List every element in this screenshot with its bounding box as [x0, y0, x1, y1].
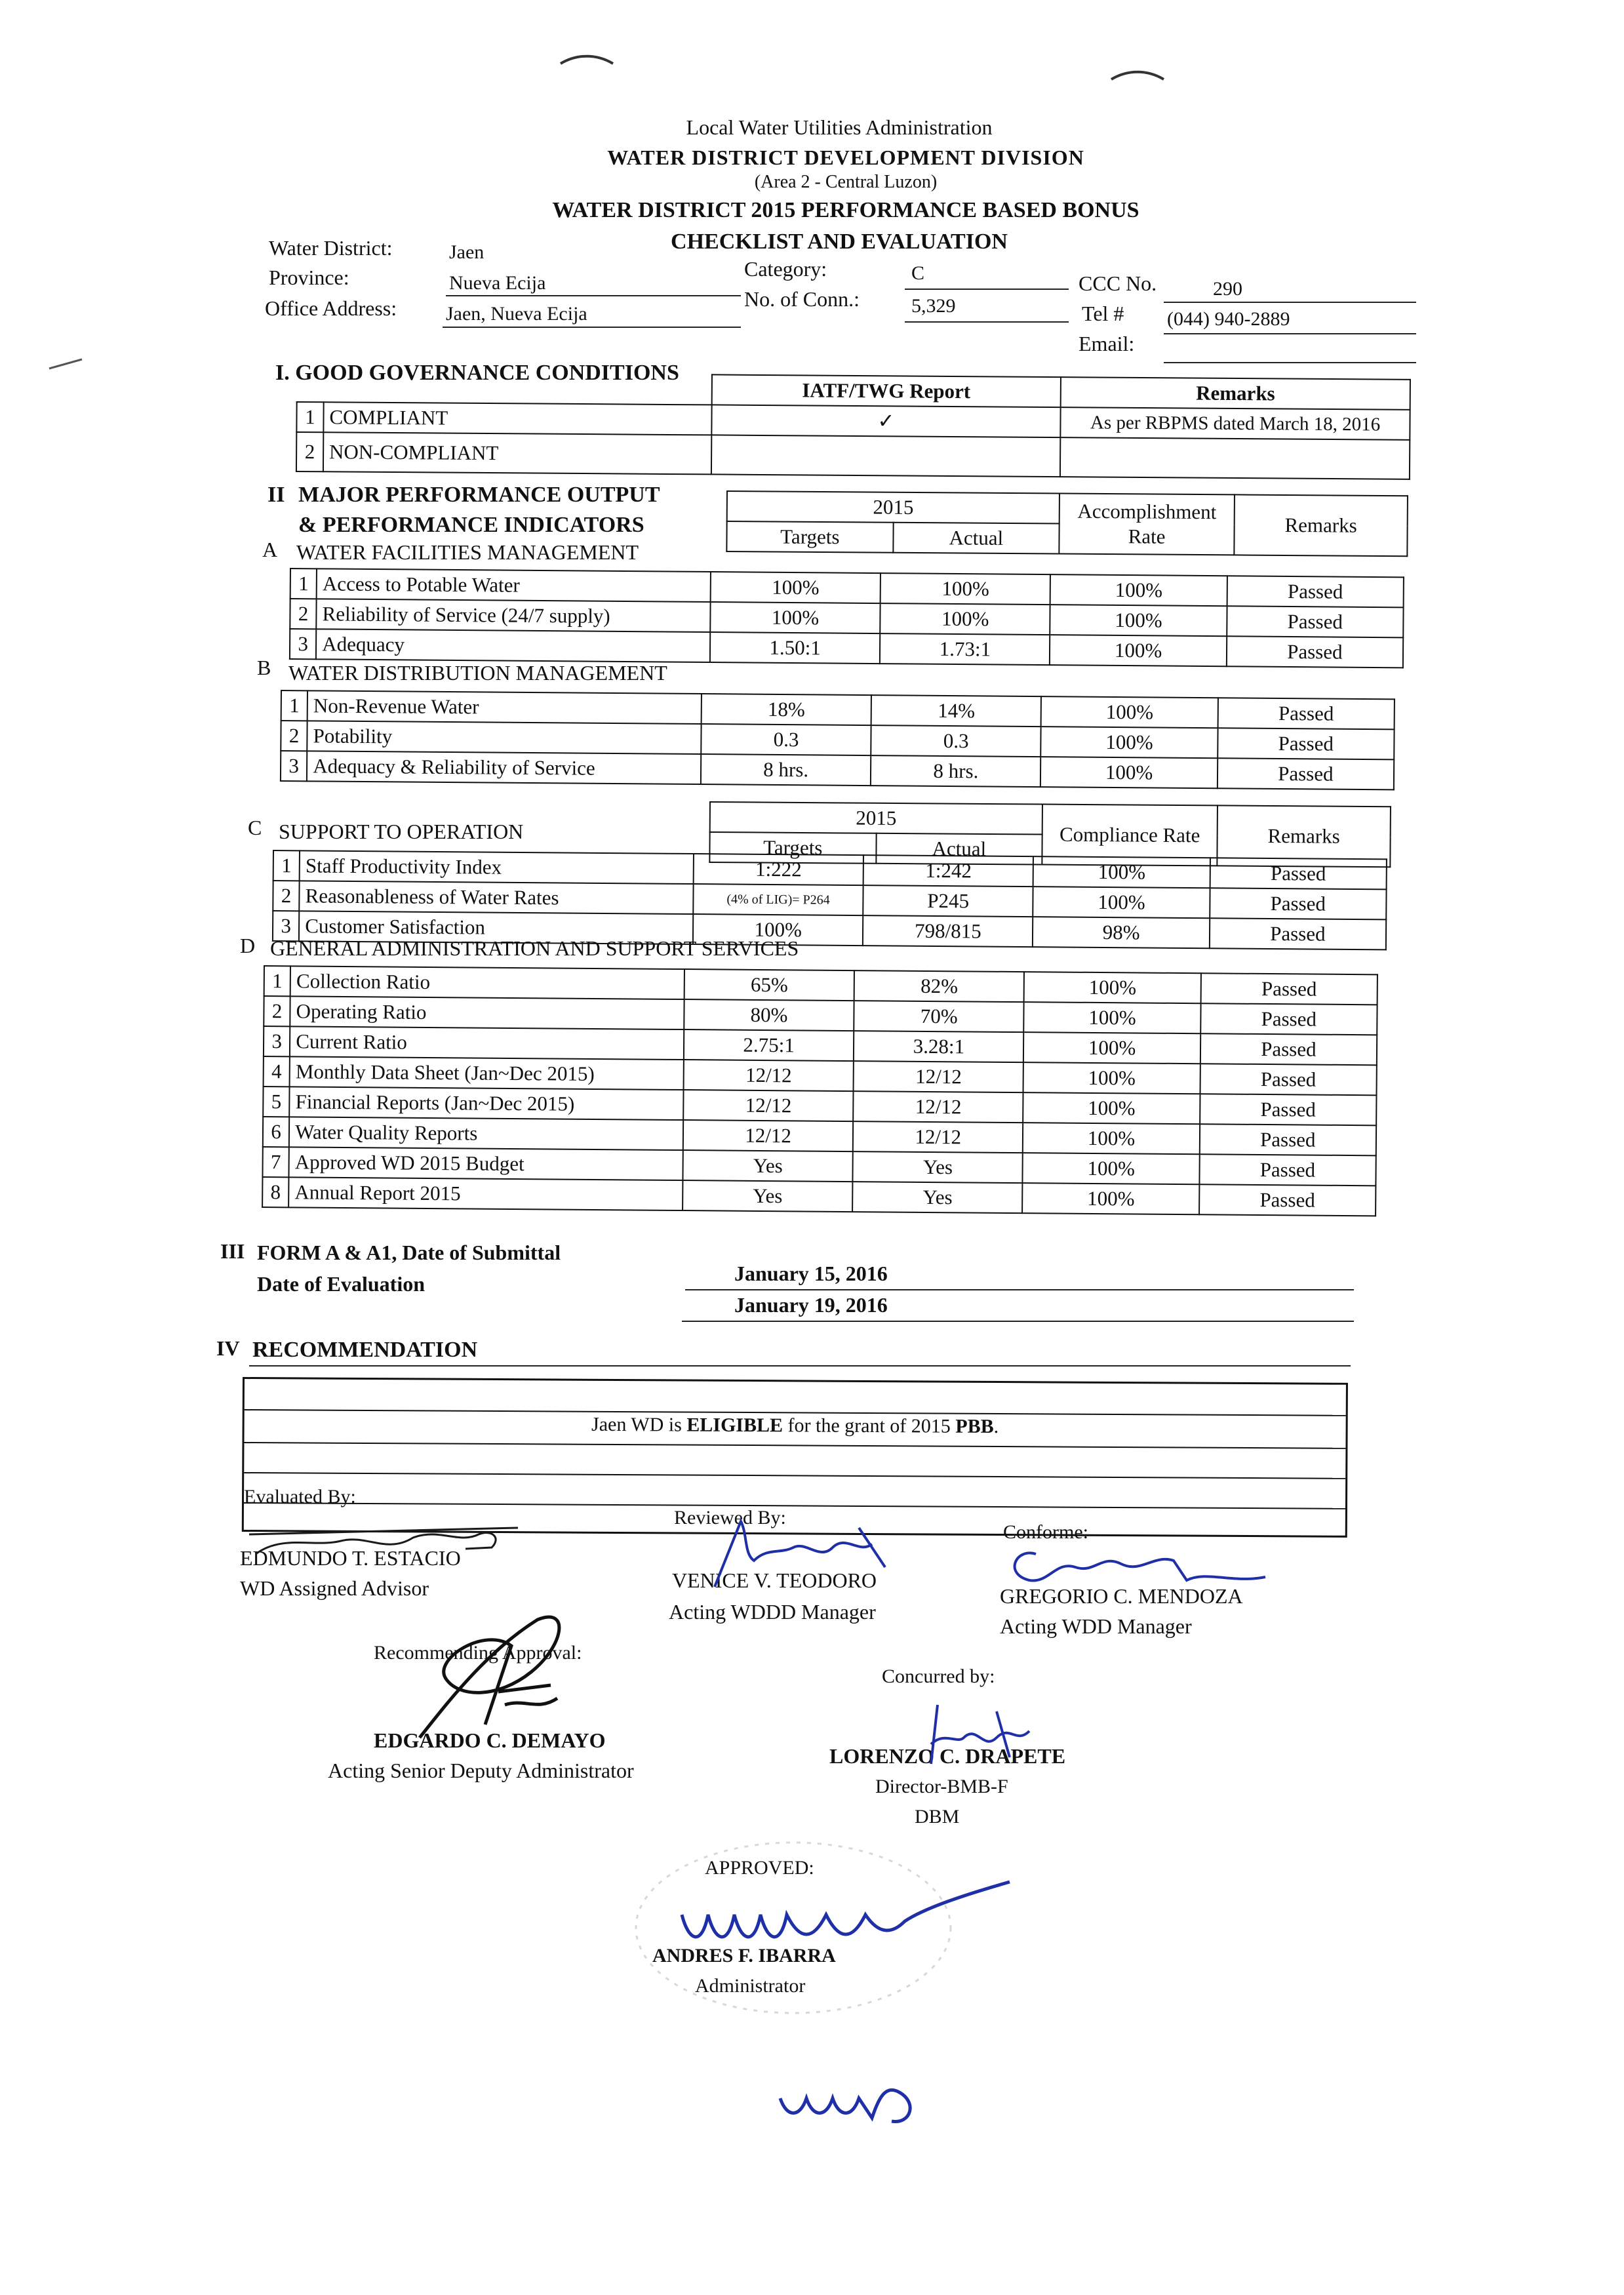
indicator-label: Non-Revenue Water: [307, 690, 702, 724]
target-value: 0.3: [701, 724, 871, 755]
punch-mark-right: [1108, 63, 1167, 89]
rate-value: 100%: [1024, 972, 1201, 1003]
conforme-title: Acting WDD Manager: [1000, 1614, 1192, 1638]
row-number: 8: [262, 1177, 289, 1207]
actual-value: 1:242: [863, 855, 1034, 887]
target-value: 12/12: [684, 1060, 854, 1091]
report-check: [711, 435, 1060, 477]
actual-value: 12/12: [853, 1091, 1023, 1123]
concurred-title-2: DBM: [915, 1806, 960, 1827]
conforme-label: Conforme:: [1003, 1521, 1088, 1543]
row-number: 1: [281, 690, 308, 721]
demayo-signature: [406, 1600, 577, 1751]
target-value: 80%: [684, 999, 854, 1031]
condition-remarks: As per RBPMS dated March 18, 2016: [1061, 407, 1410, 440]
governance-table: [296, 371, 1411, 480]
recommending-name: EDGARDO C. DEMAYO: [374, 1728, 606, 1752]
water-distribution-table: [280, 690, 1395, 790]
target-value: 18%: [702, 694, 872, 725]
recommending-label: Recommending Approval:: [374, 1642, 582, 1664]
concurred-label: Concurred by:: [882, 1666, 995, 1687]
row-number: 1: [264, 966, 291, 996]
section-c-title: SUPPORT TO OPERATION: [279, 820, 524, 843]
target-value: 65%: [684, 969, 855, 1001]
evaluation-label: Date of Evaluation: [257, 1272, 425, 1296]
row-number: 1: [296, 402, 323, 432]
rec-text-pre: Jaen WD is: [591, 1413, 687, 1436]
section-c-letter: C: [248, 816, 262, 839]
section2-num: II: [267, 483, 285, 507]
punch-mark-left: [557, 47, 616, 73]
rate-value: 100%: [1023, 1123, 1200, 1154]
rate-value: 98%: [1033, 917, 1210, 948]
rate-value: 100%: [1023, 1092, 1200, 1124]
evaluation-underline: [682, 1321, 1354, 1322]
reviewed-title: Acting WDDD Manager: [669, 1600, 876, 1624]
actual-value: 14%: [871, 695, 1042, 727]
indicator-label: Approved WD 2015 Budget: [289, 1147, 683, 1180]
concurred-name: LORENZO C. DRAPETE: [829, 1744, 1066, 1768]
submittal-date: January 15, 2016: [734, 1262, 888, 1285]
water-facilities-table: [289, 568, 1404, 668]
office-underline: [443, 327, 741, 328]
section2-title-2: & PERFORMANCE INDICATORS: [298, 513, 644, 537]
rec-eligible: ELIGIBLE: [686, 1414, 783, 1437]
email-underline: [1164, 362, 1416, 363]
indicator-label: Staff Productivity Index: [300, 850, 694, 884]
conn-underline: [905, 321, 1069, 323]
actual-value: 100%: [880, 603, 1050, 635]
actual-value: P245: [863, 885, 1033, 917]
indicator-label: Reliability of Service (24/7 supply): [316, 599, 710, 632]
indicator-label: Collection Ratio: [290, 966, 684, 999]
reviewed-name: VENICE V. TEODORO: [672, 1568, 877, 1592]
remarks-value: Passed: [1199, 1124, 1376, 1155]
actual-value: 12/12: [854, 1061, 1024, 1092]
row-number: 6: [263, 1117, 290, 1147]
rec-pbb: PBB: [955, 1415, 994, 1437]
rate-value: 100%: [1033, 887, 1210, 918]
target-value: 100%: [710, 602, 881, 633]
indicator-label: Operating Ratio: [290, 996, 684, 1029]
target-value: 2.75:1: [684, 1029, 854, 1061]
doc-title-1: WATER DISTRICT 2015 PERFORMANCE BASED BONUS: [552, 198, 1139, 222]
tel-value: (044) 940-2889: [1167, 308, 1290, 330]
col-governance-remarks: Remarks: [1061, 377, 1410, 410]
remarks-value: Passed: [1199, 1184, 1376, 1216]
remarks-value: Passed: [1200, 1094, 1377, 1125]
teodoro-signature: [688, 1508, 905, 1593]
row-number: 3: [264, 1026, 290, 1056]
section-a-title: WATER FACILITIES MANAGEMENT: [296, 540, 639, 564]
tel-label: Tel #: [1082, 302, 1124, 325]
evaluated-title: WD Assigned Advisor: [240, 1576, 429, 1600]
recommending-title: Acting Senior Deputy Administrator: [328, 1759, 634, 1782]
wd-label: Water District:: [269, 236, 393, 260]
section-d-letter: D: [240, 934, 256, 957]
rate-value: 100%: [1024, 1002, 1201, 1033]
conn-label: No. of Conn.:: [744, 287, 860, 311]
row-number: 2: [290, 599, 317, 629]
rec-text-post: .: [993, 1416, 999, 1438]
performance-header-table: [726, 490, 1408, 557]
row-number: 2: [281, 721, 307, 751]
section1-title: I. GOOD GOVERNANCE CONDITIONS: [275, 361, 679, 385]
indicator-label: Adequacy & Reliability of Service: [307, 751, 701, 784]
target-value: 8 hrs.: [701, 754, 871, 786]
target-value: (4% of LIG)= P264: [693, 884, 863, 915]
report-check: ✓: [711, 405, 1061, 437]
submittal-label: FORM A & A1, Date of Submittal: [257, 1241, 561, 1264]
target-value: 1.50:1: [710, 632, 881, 664]
target-value: 12/12: [683, 1090, 854, 1121]
rate-value: 100%: [1040, 757, 1218, 788]
indicator-label: Water Quality Reports: [289, 1117, 683, 1150]
wd-value: Jaen: [449, 241, 485, 263]
section-b-title: WATER DISTRIBUTION MANAGEMENT: [288, 661, 667, 685]
condition-label: COMPLIANT: [323, 402, 711, 435]
recommendation-underline: [249, 1365, 1351, 1367]
rate-value: 100%: [1033, 856, 1210, 888]
initials-signature: [774, 2066, 931, 2131]
actual-value: 798/815: [863, 915, 1033, 947]
row-number: 7: [262, 1147, 289, 1177]
email-label: Email:: [1079, 332, 1135, 355]
section2-title-1: MAJOR PERFORMANCE OUTPUT: [298, 483, 660, 507]
indicator-label: Current Ratio: [290, 1026, 684, 1060]
ccc-underline: [1164, 302, 1416, 303]
mendoza-signature: [990, 1534, 1272, 1606]
division-name: WATER DISTRICT DEVELOPMENT DIVISION: [607, 146, 1084, 169]
year-header: 2015: [710, 802, 1042, 835]
rec-text-mid: for the grant of 2015: [782, 1414, 956, 1437]
section-a-letter: A: [262, 538, 278, 561]
year-header: 2015: [727, 491, 1060, 524]
indicator-label: Customer Satisfaction: [299, 911, 693, 944]
indicator-label: Adequacy: [316, 629, 710, 662]
approved-title: Administrator: [695, 1975, 806, 1997]
indicator-label: Access to Potable Water: [317, 569, 711, 602]
rate-value: 100%: [1050, 605, 1227, 636]
general-admin-table: [262, 965, 1378, 1216]
actual-value: 70%: [854, 1001, 1024, 1032]
indicator-label: Monthly Data Sheet (Jan~Dec 2015): [290, 1056, 684, 1090]
row-number: 2: [296, 432, 323, 471]
rate-value: 100%: [1023, 1153, 1200, 1184]
rate-value: 100%: [1023, 1062, 1200, 1094]
remarks-value: Passed: [1210, 918, 1387, 949]
row-number: 1: [273, 850, 300, 881]
table-row: [296, 432, 1410, 479]
col-iatf-report: IATF/TWG Report: [711, 374, 1061, 407]
target-value: 1:222: [694, 854, 864, 885]
row-number: 2: [273, 881, 300, 911]
evaluated-label: Evaluated By:: [244, 1486, 356, 1507]
remarks-value: Passed: [1210, 858, 1387, 889]
remarks-value: Passed: [1200, 1033, 1377, 1065]
col-accomplishment-rate: Accomplishment Rate: [1059, 494, 1235, 555]
recommendation-title: RECOMMENDATION: [252, 1338, 478, 1362]
row-number: 1: [290, 569, 317, 599]
condition-label: NON-COMPLIANT: [323, 432, 711, 474]
reviewed-label: Reviewed By:: [674, 1507, 786, 1528]
rate-value: 100%: [1041, 696, 1218, 728]
condition-remarks: [1060, 437, 1410, 479]
actual-value: Yes: [853, 1151, 1023, 1183]
category-label: Category:: [744, 257, 827, 281]
target-value: Yes: [683, 1180, 853, 1212]
actual-value: 1.73:1: [880, 633, 1050, 665]
row-number: 4: [264, 1056, 290, 1087]
remarks-value: Passed: [1218, 728, 1395, 759]
section-b-letter: B: [257, 656, 271, 679]
actual-value: 8 hrs.: [871, 755, 1041, 787]
submittal-underline: [685, 1289, 1354, 1290]
box-divider: [244, 1472, 1345, 1479]
actual-value: 82%: [854, 970, 1025, 1002]
target-value: 100%: [711, 572, 881, 603]
col-targets: Targets: [726, 521, 893, 553]
agency-name: Local Water Utilities Administration: [686, 115, 993, 139]
dry-seal-mark: [629, 1836, 957, 2020]
rate-value: 100%: [1023, 1032, 1200, 1064]
row-number: 5: [263, 1087, 290, 1117]
remarks-value: Passed: [1227, 606, 1404, 637]
actual-value: 0.3: [871, 725, 1041, 757]
actual-value: Yes: [852, 1182, 1023, 1213]
doc-title-2: CHECKLIST AND EVALUATION: [671, 230, 1008, 254]
drapete-signature: [918, 1698, 1049, 1770]
recommendation-text: [245, 1412, 1346, 1440]
rate-value: 100%: [1050, 635, 1227, 666]
remarks-value: Passed: [1200, 1003, 1377, 1035]
tel-underline: [1164, 333, 1416, 334]
remarks-value: Passed: [1218, 698, 1395, 729]
section3-num: III: [220, 1239, 245, 1263]
remarks-value: Passed: [1200, 973, 1377, 1005]
approved-name: ANDRES F. IBARRA: [652, 1945, 836, 1966]
approved-label: APPROVED:: [705, 1857, 814, 1879]
area-name: (Area 2 - Central Luzon): [754, 172, 938, 192]
rate-value: 100%: [1050, 574, 1227, 606]
remarks-value: Passed: [1200, 1064, 1377, 1095]
target-value: Yes: [683, 1150, 853, 1182]
evaluation-date: January 19, 2016: [734, 1293, 888, 1317]
province-value: Nueva Ecija: [449, 272, 546, 294]
indicator-label: Potability: [307, 721, 701, 754]
remarks-value: Passed: [1199, 1154, 1376, 1186]
row-number: 3: [273, 911, 300, 941]
ccc-label: CCC No.: [1079, 271, 1157, 295]
row-number: 3: [290, 629, 317, 659]
office-value: Jaen, Nueva Ecija: [446, 303, 587, 325]
col-remarks: Remarks: [1217, 805, 1391, 867]
province-underline: [446, 295, 741, 296]
row-number: 2: [264, 996, 290, 1026]
target-value: 100%: [693, 914, 863, 946]
indicator-label: Financial Reports (Jan~Dec 2015): [289, 1087, 683, 1120]
indicator-label: Annual Report 2015: [288, 1177, 683, 1210]
margin-mark: [46, 354, 85, 374]
section4-num: IV: [216, 1336, 240, 1360]
remarks-value: Passed: [1218, 758, 1395, 789]
remarks-value: Passed: [1227, 636, 1404, 668]
indicator-label: Reasonableness of Water Rates: [299, 881, 693, 914]
province-label: Province:: [269, 266, 349, 289]
rate-value: 100%: [1023, 1183, 1200, 1214]
actual-value: 3.28:1: [854, 1031, 1024, 1062]
row-number: 3: [281, 751, 307, 781]
section-d-title: GENERAL ADMINISTRATION AND SUPPORT SERVICES: [270, 936, 799, 960]
col-remarks: Remarks: [1234, 494, 1408, 556]
actual-value: 100%: [881, 573, 1051, 605]
col-compliance-rate: Compliance Rate: [1042, 805, 1218, 866]
concurred-title-1: Director-BMB-F: [875, 1776, 1008, 1797]
remarks-value: Passed: [1210, 888, 1387, 919]
actual-value: 12/12: [853, 1121, 1023, 1153]
office-label: Office Address:: [265, 296, 397, 320]
category-value: C: [911, 262, 925, 284]
rate-value: 100%: [1041, 727, 1218, 758]
col-actual: Actual: [893, 523, 1060, 554]
evaluated-name: EDMUNDO T. ESTACIO: [240, 1546, 461, 1570]
box-divider: [244, 1442, 1345, 1449]
estacio-signature: [243, 1508, 525, 1580]
col-targets: Targets: [709, 832, 876, 864]
conforme-name: GREGORIO C. MENDOZA: [1000, 1584, 1243, 1608]
col-actual: Actual: [876, 833, 1042, 865]
support-operation-table: [272, 850, 1387, 950]
ccc-value: 290: [1213, 278, 1242, 300]
category-underline: [905, 289, 1069, 290]
conn-value: 5,329: [911, 295, 956, 317]
target-value: 12/12: [683, 1120, 854, 1151]
remarks-value: Passed: [1227, 576, 1404, 607]
